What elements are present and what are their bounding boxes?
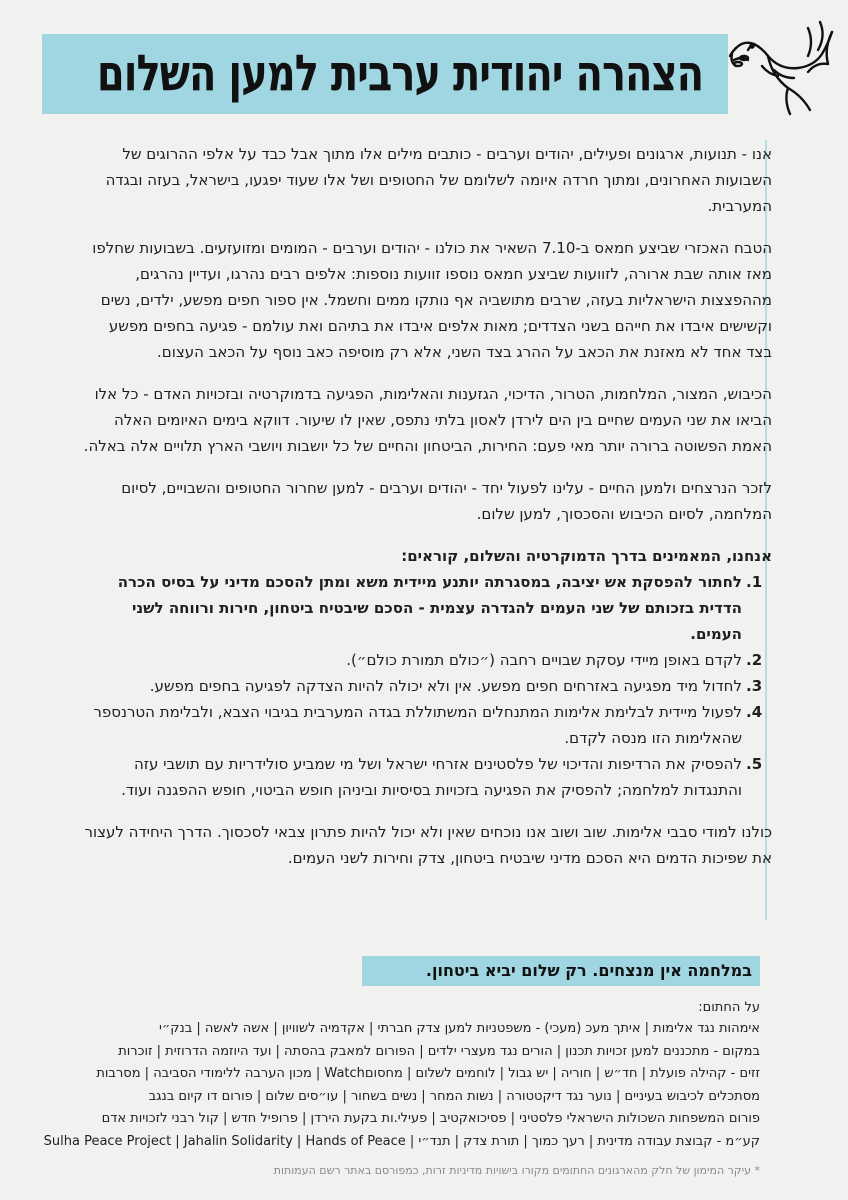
- list-text: לקדם באופן מיידי עסקת שבויים רחבה (״כולם תמורת כולם״).: [346, 651, 742, 669]
- paragraph: לזכר הנרצחים ולמען החיים - עלינו לפעול יחד - יהודים וערבים - למען שחרור החטופים והשבויים, לסיום המלחמה, לסיום הכיבוש והסכסוך, למען שלום.: [121, 479, 772, 523]
- page-title: הצהרה יהודית ערבית למען השלום: [96, 45, 704, 103]
- list-item: [82, 751, 763, 803]
- list-item: [82, 647, 763, 673]
- demands-list: [82, 569, 772, 803]
- statement-body: [82, 141, 772, 887]
- signatories-list: [40, 1018, 760, 1153]
- footnote: * עיקר המימון של חלק מהארגונים החתומים מקורו בישויות מדיניות זרות, כמפורסם באתר רשם העמותות: [273, 1164, 760, 1177]
- paragraph: הטבח האכזרי שביצע חמאס ב-7.10 השאיר את כולנו - יהודים וערבים - המומים ומזועזעים. בשבועות שחלפו מאז אותה שבת ארורה, לזוועות שביצע חמאס נוספו זוועות נוספות: אלפים רבים נהרגו, ועדיין נהרגים, מההפצצות הישראליות בעזה, שרבים מתושביה אף נותקו ממים וחשמל. אין ספור חפים מפשע, ילדים, נשים וקשישים איבדו את חייהם בשני הצדדים; מאות אלפים איבדו את בתיהם ואת עולמם - פגיעה בחפים מפשע בצד אחד לא מאזנת את הכאב על ההרג בצד השני, אלא רק מוסיפה כאב נוסף על הכאב העצום.: [92, 239, 772, 361]
- signatories-line: אימהות נגד אלימות | איתך מעכ (מעכי) - משפטניות למען צדק חברתי | אקדמיה לשוויון | אשה לאשה | בנק״י: [159, 1021, 760, 1036]
- list-number: 5.: [746, 755, 763, 773]
- list-item: [82, 569, 763, 647]
- slogan: במלחמה אין מנצחים. רק שלום יביא ביטחון.: [425, 961, 752, 980]
- list-text: להפסיק את הרדיפות והדיכוי של פלסטינים אזרחי ישראל ושל מי שמביע סולידריות עם תושבי עזה והתנגדות למלחמה; להפסיק את הפגיעה בזכויות בסיסיות וביניהן חופש הביטוי, חופש ההפגנה ועוד.: [121, 755, 742, 799]
- call-heading: אנחנו, המאמינים בדרך הדמוקרטיה והשלום, קוראים:: [401, 547, 772, 565]
- signatories-line: קע״מ - קבוצת עבודה מדינית | רעך כמוך | תורת צדק | תנד״י | Sulha Peace Project | Jahalin Solidarity | Hands of Peace: [43, 1133, 760, 1149]
- signatories-line: במקום - מתכננים למען זכויות תכנון | הורים נגד מעצרי ילדים | הפורום למאבק בהסתה | ועד היוזמה הדרוזית | זוכרות: [118, 1043, 760, 1059]
- list-text: לחתור להפסקת אש יציבה, במסגרתה יותנע מיידית משא ומתן להסכם מדיני על בסיס הכרה הדדית בזכותם של שני העמים להגדרה עצמית - הסכם שיבטיח ביטחון, חירות ורווחה לשני העמים.: [117, 573, 742, 643]
- list-text: לפעול מיידית לבלימת אלימות המתנחלים המשתוללת בגדה המערבית בגיבוי הצבא, ולבלימת הטרנספר שהאלימות הזו מנסה לקדם.: [93, 703, 742, 747]
- list-number: 2.: [746, 651, 763, 669]
- list-number: 4.: [746, 703, 763, 721]
- closing-paragraph: כולנו למודי סבבי אלימות. שוב ושוב אנו נוכחים שאין ולא יכול להיות פתרון צבאי לסכסוך. הדרך היחידה לעצור את שפיכות הדמים היא הסכם מדיני שיבטיח ביטחון, צדק וחירות לשני העמים.: [84, 823, 772, 867]
- list-number: 3.: [746, 677, 763, 695]
- paragraph: הכיבוש, המצור, המלחמות, הטרור, הדיכוי, הגזענות והאלימות, הפגיעה בדמוקרטיה ובזכויות האדם - כל אלו הביאו את שני העמים שחיים בין הים לירדן לאסון בלתי נתפס, שאין לו שיעור. דווקא בימים האיומים האלה האמת הפשוטה ברורה יותר מאי פעם: החירות, הביטחון והחיים של כל יושבות ויושבי הארץ תלויים אלה באלה.: [83, 385, 772, 455]
- signatories-line: זזים - קהילה פועלת | חד״ש | חוריה | יש גבול | לוחמים לשלום | מחסוםWatch | מכון הערבה ללימודי הסביבה | מסרבות: [96, 1066, 760, 1081]
- list-item: [82, 673, 763, 699]
- list-number: 1.: [746, 573, 763, 591]
- signatories-line: פורום המשפחות השכולות הישראלי פלסטיני | פסיכואקטיב | פעילי.ות בקעת הירדן | פרופיל חדש | קול רבני לזכויות אדם: [101, 1111, 760, 1126]
- dove-icon: [728, 14, 838, 124]
- list-item: [82, 699, 763, 751]
- signatories-heading: על החתום:: [698, 1000, 760, 1015]
- signatories-line: מסתכלים לכיבוש בעיניים | נוער נגד דיקטטורה | נשות המחר | נשים בשחור | עו״סים שלום | פורום דו קיום בנגב: [148, 1088, 760, 1104]
- paragraph: אנו - תנועות, ארגונים ופעילים, יהודים וערבים - כותבים מילים אלו מתוך אבל כבד על אלפי ההרוגים של השבועות האחרונים, ומתוך חרדה איומה לשלומם של החטופים ושל אלו שעוד יפגעו, בישראל, בעזה ובגדה המערבית.: [105, 145, 772, 215]
- list-text: לחדול מיד מפגיעה באזרחים חפים מפשע. אין ולא יכולה להיות הצדקה לפגיעה בחפים מפשע.: [149, 677, 742, 695]
